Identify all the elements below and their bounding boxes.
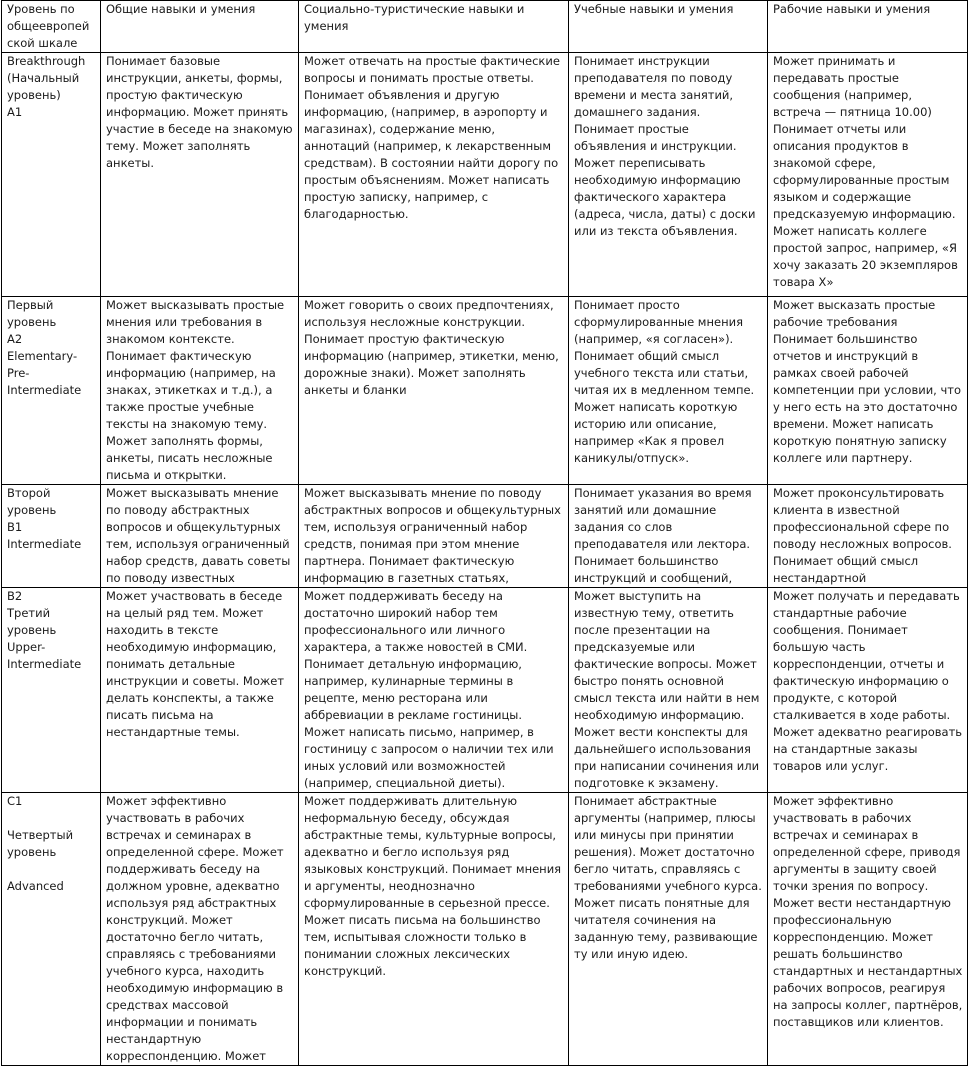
social-skills-cell: Может отвечать на простые фактические вопросы и понимать простые ответы. Понимает объявления и другую информацию, (например, в аэропорту и магазинах), содержание меню, аннотаций (например, к лекарственным средствам). В состоянии найти дорогу по простым объяснениям. Может написать простую записку, например, с благодарностью. (299, 53, 569, 297)
table-header-row (2, 1, 968, 53)
work-skills-cell: Может получать и передавать стандартные рабочие сообщения. Понимает большую часть корреспонденции, отчеты и фактическую информацию о продукте, с которой сталкивается в ходе работы. Может адекватно реагировать на стандартные заказы товаров или услуг. (768, 588, 968, 793)
level-cell: Второй уровень B1 Intermediate (2, 485, 101, 588)
general-skills-cell: Может участвовать в беседе на целый ряд тем. Может находить в тексте необходимую информацию, понимать детальные инструкции и советы. Может делать конспекты, а также писать письма на нестандартные темы. (101, 588, 299, 793)
level-cell: Breakthrough (Начальный уровень) A1 (2, 53, 101, 297)
table-row (2, 485, 968, 588)
table-row (2, 793, 968, 1066)
general-skills-cell: Может высказывать простые мнения или требования в знакомом контексте. Понимает фактическую информацию (например, на знаках, этикетках и т.д.), а также простые учебные тексты на знакомую тему. Может заполнять формы, анкеты, писать несложные письма и открытки. (101, 297, 299, 485)
study-skills-cell: Может выступить на известную тему, ответить после презентации на предсказуемые или фактические вопросы. Может быстро понять основной смысл текста или найти в нем необходимую информацию. Может вести конспекты для дальнейшего использования при написании сочинения или подготовке к экзамену. (569, 588, 768, 793)
general-skills-cell: Может высказывать мнение по поводу абстрактных вопросов и общекультурных тем, используя ограниченный набор средств, давать советы по поводу известных (101, 485, 299, 588)
general-skills-cell: Понимает базовые инструкции, анкеты, формы, простую фактическую информацию. Может принять участие в беседе на знакомую тему. Может заполнять анкеты. (101, 53, 299, 297)
table-row (2, 588, 968, 793)
header-cell-social: Социально-туристические навыки и умения (299, 1, 569, 53)
social-skills-cell: Может высказывать мнение по поводу абстрактных вопросов и общекультурных тем, используя ограниченный набор средств, понимая при этом мнение партнера. Понимает фактическую информацию в газетных статьях, (299, 485, 569, 588)
work-skills-cell: Может принимать и передавать простые сообщения (например, встреча — пятница 10.00) Понимает отчеты или описания продуктов в знакомой сфере, сформулированные простым языком и содержащие предсказуемую информацию. Может написать коллеге простой запрос, например, «Я хочу заказать 20 экземпляров товара Х» (768, 53, 968, 297)
header-cell-work: Рабочие навыки и умения (768, 1, 968, 53)
study-skills-cell: Понимает абстрактные аргументы (например, плюсы или минусы при принятии решения). Может достаточно бегло читать, справляясь с требованиями учебного курса. Может писать понятные для читателя сочинения на заданную тему, развивающие ту или иную идею. (569, 793, 768, 1066)
work-skills-cell: Может эффективно участвовать в рабочих встречах и семинарах в определенной сфере, приводя аргументы в защиту своей точки зрения по вопросу. Может вести нестандартную профессиональную корреспонденцию. Может решать большинство стандартных и нестандартных рабочих вопросов, реагируя на запросы коллег, партнёров, поставщиков или клиентов. (768, 793, 968, 1066)
header-cell-level: Уровень по общеевропей ской шкале (2, 1, 101, 53)
level-cell: C1 Четвертый уровень Advanced (2, 793, 101, 1066)
level-cell: Первый уровень A2 Elementary-Pre-Intermediate (2, 297, 101, 485)
social-skills-cell: Может говорить о своих предпочтениях, используя несложные конструкции. Понимает простую фактическую информацию (например, этикетки, меню, дорожные знаки). Может заполнять анкеты и бланки (299, 297, 569, 485)
level-cell: B2 Третий уровень Upper-Intermediate (2, 588, 101, 793)
social-skills-cell: Может поддерживать длительную неформальную беседу, обсуждая абстрактные темы, культурные вопросы, адекватно и бегло используя ряд языковых конструкций. Понимает мнения и аргументы, неоднозначно сформулированные в серьезной прессе. Может писать письма на большинство тем, испытывая сложности только в понимании сложных лексических конструкций. (299, 793, 569, 1066)
general-skills-cell: Может эффективно участвовать в рабочих встречах и семинарах в определенной сфере. Может поддерживать беседу на должном уровне, адекватно используя ряд абстрактных конструкций. Может достаточно бегло читать, справляясь с требованиями учебного курса, находить необходимую информацию в средствах массовой информации и понимать нестандартную корреспонденцию. Может (101, 793, 299, 1066)
header-cell-study: Учебные навыки и умения (569, 1, 768, 53)
header-cell-general: Общие навыки и умения (101, 1, 299, 53)
language-skills-table (1, 0, 968, 1066)
work-skills-cell: Может высказать простые рабочие требования Понимает большинство отчетов и инструкций в рамках своей рабочей компетенции при условии, что у него есть на это достаточно времени. Может написать короткую понятную записку коллеге или партнеру. (768, 297, 968, 485)
social-skills-cell: Может поддерживать беседу на достаточно широкий набор тем профессионального или личного характера, а также новостей в СМИ. Понимает детальную информацию, например, кулинарные термины в рецепте, меню ресторана или аббревиации в рекламе гостиницы. Может написать письмо, например, в гостиницу с запросом о наличии тех или иных условий или возможностей (например, специальной диеты). (299, 588, 569, 793)
study-skills-cell: Понимает указания во время занятий или домашние задания со слов преподавателя или лектора. Понимает большинство инструкций и сообщений, (569, 485, 768, 588)
study-skills-cell: Понимает инструкции преподавателя по поводу времени и места занятий, домашнего задания. Понимает простые объявления и инструкции. Может переписывать необходимую информацию фактического характера (адреса, числа, даты) с доски или из текста объявления. (569, 53, 768, 297)
study-skills-cell: Понимает просто сформулированные мнения (например, «я согласен»). Понимает общий смысл учебного текста или статьи, читая их в медленном темпе. Может написать короткую историю или описание, например «Как я провел каникулы/отпуск». (569, 297, 768, 485)
work-skills-cell: Может проконсультировать клиента в известной профессиональной сфере по поводу несложных вопросов. Понимает общий смысл нестандартной (768, 485, 968, 588)
table-row (2, 53, 968, 297)
table-row (2, 297, 968, 485)
